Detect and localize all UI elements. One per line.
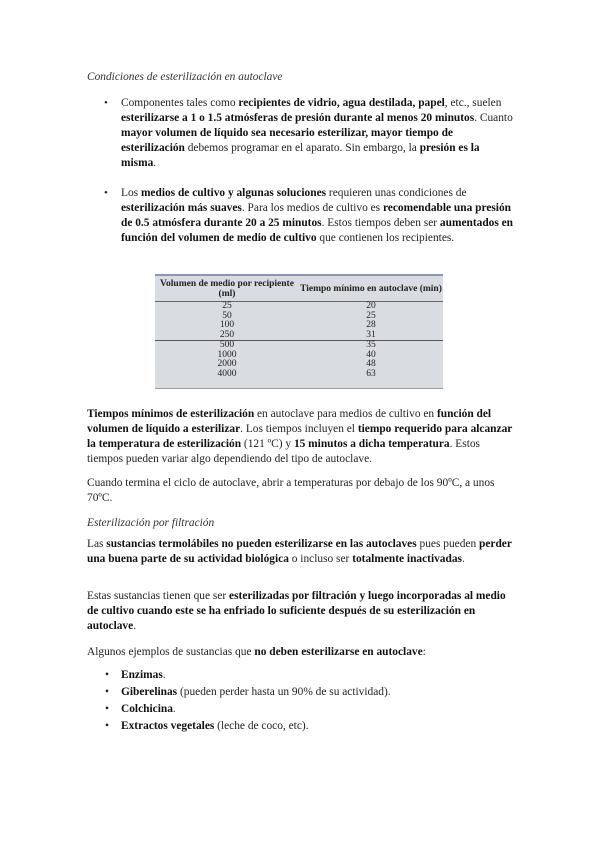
table-header-time: Tiempo mínimo en autoclave (min) [299, 276, 443, 302]
table-row: 50 25 [222, 310, 376, 321]
examples-list [105, 668, 515, 736]
bullet-item-components: • Componentes tales como recipientes de vidrio, agua destilada, papel, etc., suelen esterilizarse a 1 o 1.5 atmósferas de presión durante al menos 20 minutos. Cuanto mayor volumen de líquido sea necesario esterilizar, mayor tiempo de esterilización debemos programar en el aparato. Sin embargo, la presión es la misma. [104, 97, 513, 169]
filtration-paragraph: Estas sustancias tienen que ser esterilizadas por filtración y luego incorporadas al medio de cultivo cuando este se ha enfriado lo suficiente después de su esterilización en autoclave. [87, 590, 506, 632]
bullet-dot: • [104, 97, 108, 109]
section-heading-autoclave: Condiciones de esterilización en autoclave [87, 71, 283, 83]
table-row: 2000 48 [217, 359, 376, 369]
list-item: • Extractos vegetales (leche de coco, etc). [105, 720, 309, 732]
table-caption-paragraph: Tiempos mínimos de esterilización en autoclave para medios de cultivo en función del volumen de líquido a esterilizar. Los tiempos incluyen el tiempo requerido para alcanzar la temperatura de esterilización (121 ºC) y 15 minutos a dicha temperatura. Estos tiempos pueden variar algo dependiendo del tipo de autoclave. [87, 408, 513, 465]
table-row: 4000 63 [217, 368, 376, 379]
list-item: • Giberelinas (pueden perder hasta un 90% de su actividad). [105, 686, 391, 698]
section-heading-filtration: Esterilización por filtración [87, 517, 215, 529]
bullet-dot: • [105, 703, 109, 715]
table-row: 100 28 [219, 320, 376, 330]
table-row: 250 31 [155, 331, 443, 341]
thermolabile-paragraph: Las sustancias termolábiles no pueden esterilizarse en las autoclaves pues pueden perder una buena parte de su actividad biológica o incluso ser totalmente inactivadas. [87, 538, 512, 565]
bullet-dot: • [105, 720, 109, 732]
list-item: • Enzimas. [105, 669, 166, 681]
list-item: • Colchicina. [105, 703, 176, 715]
sterilization-time-table [155, 274, 443, 389]
examples-intro-paragraph: Algunos ejemplos de sustancias que no deben esterilizarse en autoclave: [87, 646, 426, 658]
bullet-dot: • [104, 187, 108, 199]
table-header-volume: Volumen de medio por recipiente (ml) [155, 276, 299, 302]
bullet-dot: • [105, 669, 109, 681]
table-row: 25 20 [222, 301, 376, 311]
table-row: 500 35 [219, 340, 376, 350]
cooling-paragraph: Cuando termina el ciclo de autoclave, abrir a temperaturas por debajo de los 90ºC, a unos 70ºC. [87, 477, 495, 504]
table-row: 1000 40 [217, 349, 376, 360]
bullet-item-culture-media: • Los medios de cultivo y algunas soluciones requieren unas condiciones de esterilización más suaves. Para los medios de cultivo es recomendable una presión de 0.5 atmósfera durante 20 a 25 minutos. Estos tiempos deben ser aumentados en función del volumen de medio de cultivo que contienen los recipientes. [104, 187, 514, 244]
bullet-dot: • [105, 686, 109, 698]
